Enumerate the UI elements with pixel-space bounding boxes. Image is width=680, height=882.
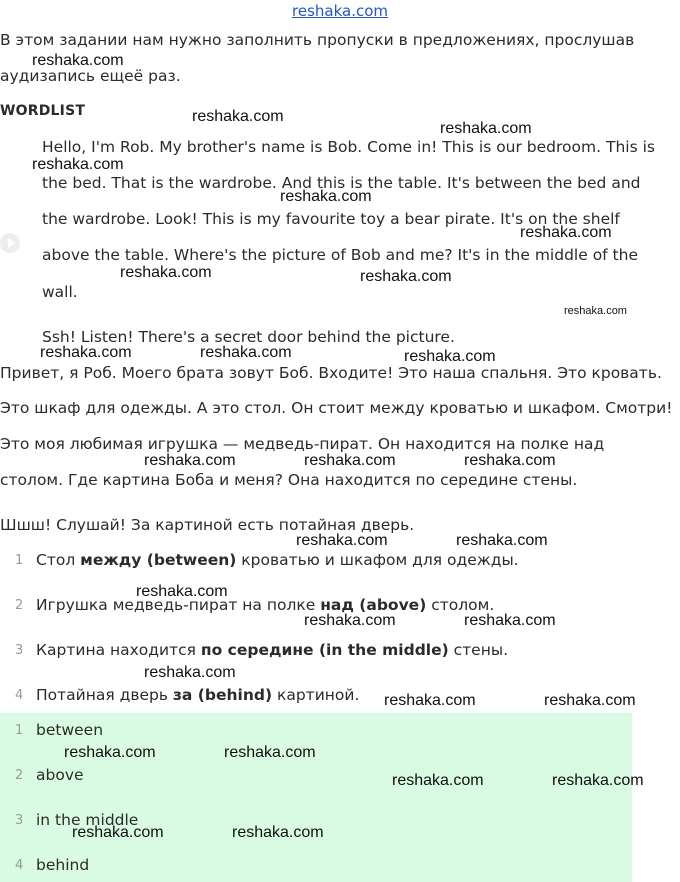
watermark: reshaka.com [404, 348, 496, 365]
exercise-answer: над (above) [320, 596, 427, 614]
watermark: reshaka.com [304, 612, 396, 629]
intro-line-1: В этом задании нам нужно заполнить пропуски в предложениях, прослушав [0, 31, 635, 49]
answer-item: above [36, 766, 84, 784]
russian-line-4: столом. Где картина Боба и меня? Она находится по середине стены. [0, 471, 578, 489]
wordlist-heading: WORDLIST [0, 103, 86, 119]
exercise-text: Стол [36, 551, 81, 569]
exercise-item [36, 686, 359, 704]
intro-line-2: аудизапись ещеё раз. [0, 67, 181, 85]
english-line-5: wall. [42, 283, 78, 301]
site-link[interactable]: reshaka.com [292, 2, 388, 20]
watermark: reshaka.com [144, 664, 236, 681]
exercise-text: Картина находится [36, 641, 201, 659]
answer-number: 3 [15, 813, 24, 828]
exercise-answer: между (between) [80, 551, 237, 569]
watermark: reshaka.com [136, 583, 228, 600]
watermark: reshaka.com [440, 120, 532, 137]
english-line-2: the bed. That is the wardrobe. And this is the table. It's between the bed and [42, 174, 641, 192]
watermark: reshaka.com [192, 108, 284, 125]
exercise-number: 2 [15, 598, 24, 613]
watermark: reshaka.com [464, 612, 556, 629]
watermark: reshaka.com [40, 344, 132, 361]
exercise-item [36, 551, 519, 569]
exercise-answer: за (behind) [172, 686, 273, 704]
answer-item: between [36, 721, 104, 739]
watermark: reshaka.com [384, 692, 476, 709]
answer-item: behind [36, 856, 90, 874]
english-line-3: the wardrobe. Look! This is my favourite toy a bear pirate. It's on the shelf [42, 210, 620, 228]
play-icon[interactable] [0, 233, 20, 253]
watermark: reshaka.com [32, 156, 124, 173]
answer-number: 4 [15, 858, 24, 873]
exercise-item [36, 641, 508, 659]
watermark: reshaka.com [72, 824, 164, 841]
exercise-text: Потайная дверь [36, 686, 173, 704]
watermark: reshaka.com [520, 224, 612, 241]
watermark: reshaka.com [120, 264, 212, 281]
exercise-item [36, 596, 494, 614]
exercise-text: столом. [426, 596, 495, 614]
answer-number: 2 [15, 768, 24, 783]
russian-line-3: Это моя любимая игрушка — медведь-пират. Он находится на полке над [0, 435, 605, 453]
russian-line-2: Это шкаф для одежды. А это стол. Он стоит между кроватью и шкафом. Смотри! [0, 399, 673, 417]
exercise-number: 1 [15, 553, 24, 568]
watermark: reshaka.com [224, 744, 316, 761]
watermark: reshaka.com [200, 344, 292, 361]
exercise-text: Игрушка медведь-пират на полке [36, 596, 321, 614]
exercise-text: стены. [448, 641, 509, 659]
exercise-answer: по середине (in the middle) [200, 641, 449, 659]
watermark: reshaka.com [392, 772, 484, 789]
exercise-text: картиной. [272, 686, 360, 704]
watermark: reshaka.com [544, 692, 636, 709]
watermark: reshaka.com [232, 824, 324, 841]
watermark: reshaka.com [144, 452, 236, 469]
english-line-4: above the table. Where's the picture of Bob and me? It's in the middle of the [42, 246, 638, 264]
watermark: reshaka.com [464, 452, 556, 469]
english-line-1: Hello, I'm Rob. My brother's name is Bob. Come in! This is our bedroom. This is [42, 138, 655, 156]
english-line-6: Ssh! Listen! There's a secret door behind the picture. [42, 328, 455, 346]
exercise-number: 3 [15, 643, 24, 658]
watermark: reshaka.com [552, 772, 644, 789]
watermark: reshaka.com [360, 268, 452, 285]
watermark: reshaka.com [64, 744, 156, 761]
exercise-text: кроватью и шкафом для одежды. [236, 551, 519, 569]
watermark: reshaka.com [456, 532, 548, 549]
answer-item: in the middle [36, 811, 139, 829]
answer-number: 1 [15, 723, 24, 738]
watermark: reshaka.com [32, 52, 124, 69]
exercise-number: 4 [15, 688, 24, 703]
watermark: reshaka.com [296, 532, 388, 549]
watermark: reshaka.com [564, 305, 627, 317]
watermark: reshaka.com [280, 188, 372, 205]
russian-line-1: Привет, я Роб. Моего брата зовут Боб. Входите! Это наша спальня. Это кровать. [0, 364, 662, 382]
watermark: reshaka.com [304, 452, 396, 469]
russian-line-5: Шшш! Слушай! За картиной есть потайная дверь. [0, 516, 415, 534]
